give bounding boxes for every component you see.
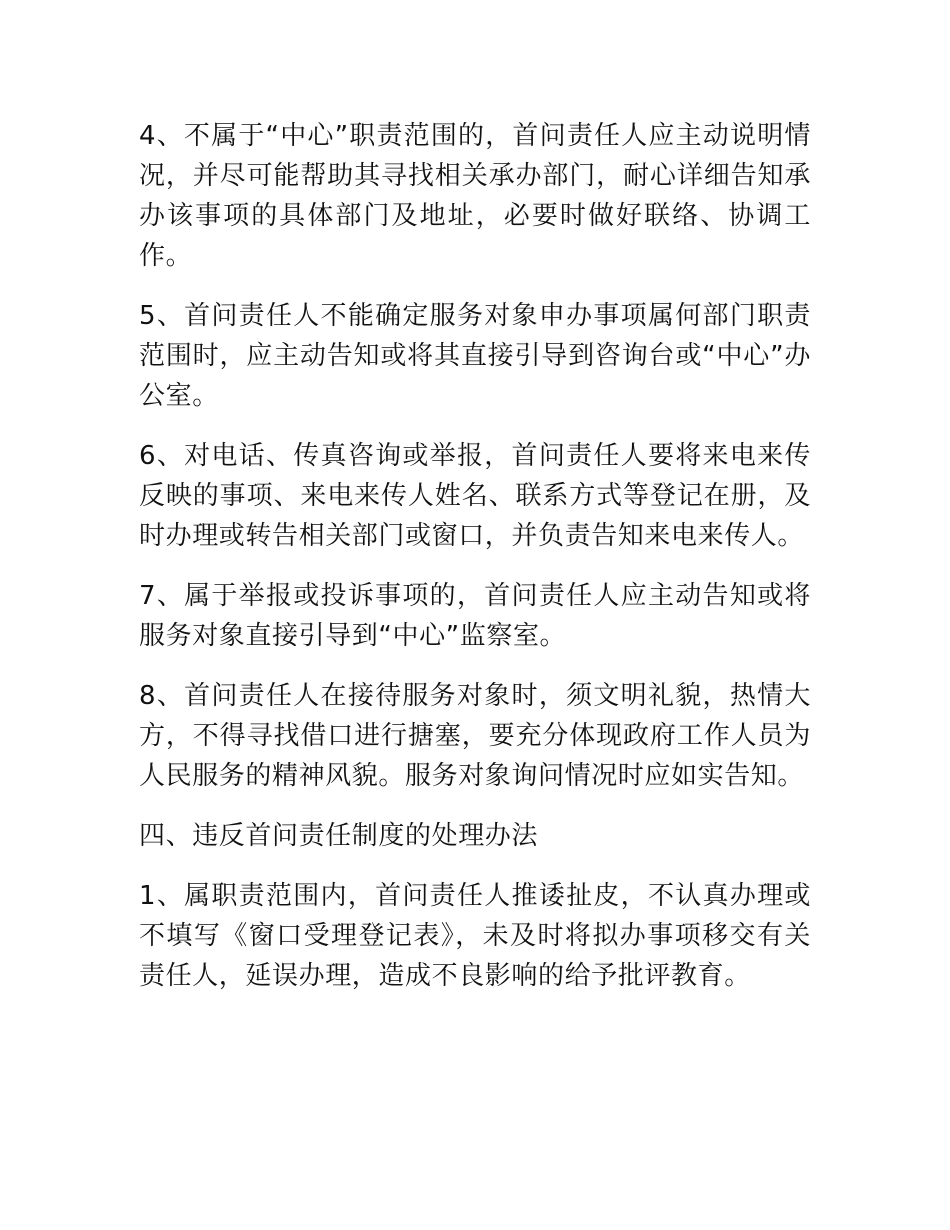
paragraph-item-7: 7、属于举报或投诉事项的，首问责任人应主动告知或将服务对象直接引导到“中心”监察室。 [139, 581, 811, 651]
paragraph-item-6: 6、对电话、传真咨询或举报，首问责任人要将来电来传反映的事项、来电来传人姓名、联系方式等登记在册，及时办理或转告相关部门或窗口，并负责告知来电来传人。 [139, 441, 811, 551]
document-body [139, 116, 811, 996]
section-heading-4: 四、违反首问责任制度的处理办法 [139, 821, 539, 851]
paragraph-item-1: 1、属职责范围内，首问责任人推诿扯皮，不认真办理或不填写《窗口受理登记表》，未及时将拟办事项移交有关责任人，延误办理，造成不良影响的给予批评教育。 [139, 881, 811, 991]
paragraph-item-8: 8、首问责任人在接待服务对象时，须文明礼貌，热情大方，不得寻找借口进行搪塞，要充分体现政府工作人员为人民服务的精神风貌。服务对象询问情况时应如实告知。 [139, 681, 811, 791]
paragraph-item-4: 4、不属于“中心”职责范围的，首问责任人应主动说明情况，并尽可能帮助其寻找相关承办部门，耐心详细告知承办该事项的具体部门及地址，必要时做好联络、协调工作。 [139, 121, 811, 271]
paragraph-item-5: 5、首问责任人不能确定服务对象申办事项属何部门职责范围时，应主动告知或将其直接引导到咨询台或“中心”办公室。 [139, 301, 811, 411]
